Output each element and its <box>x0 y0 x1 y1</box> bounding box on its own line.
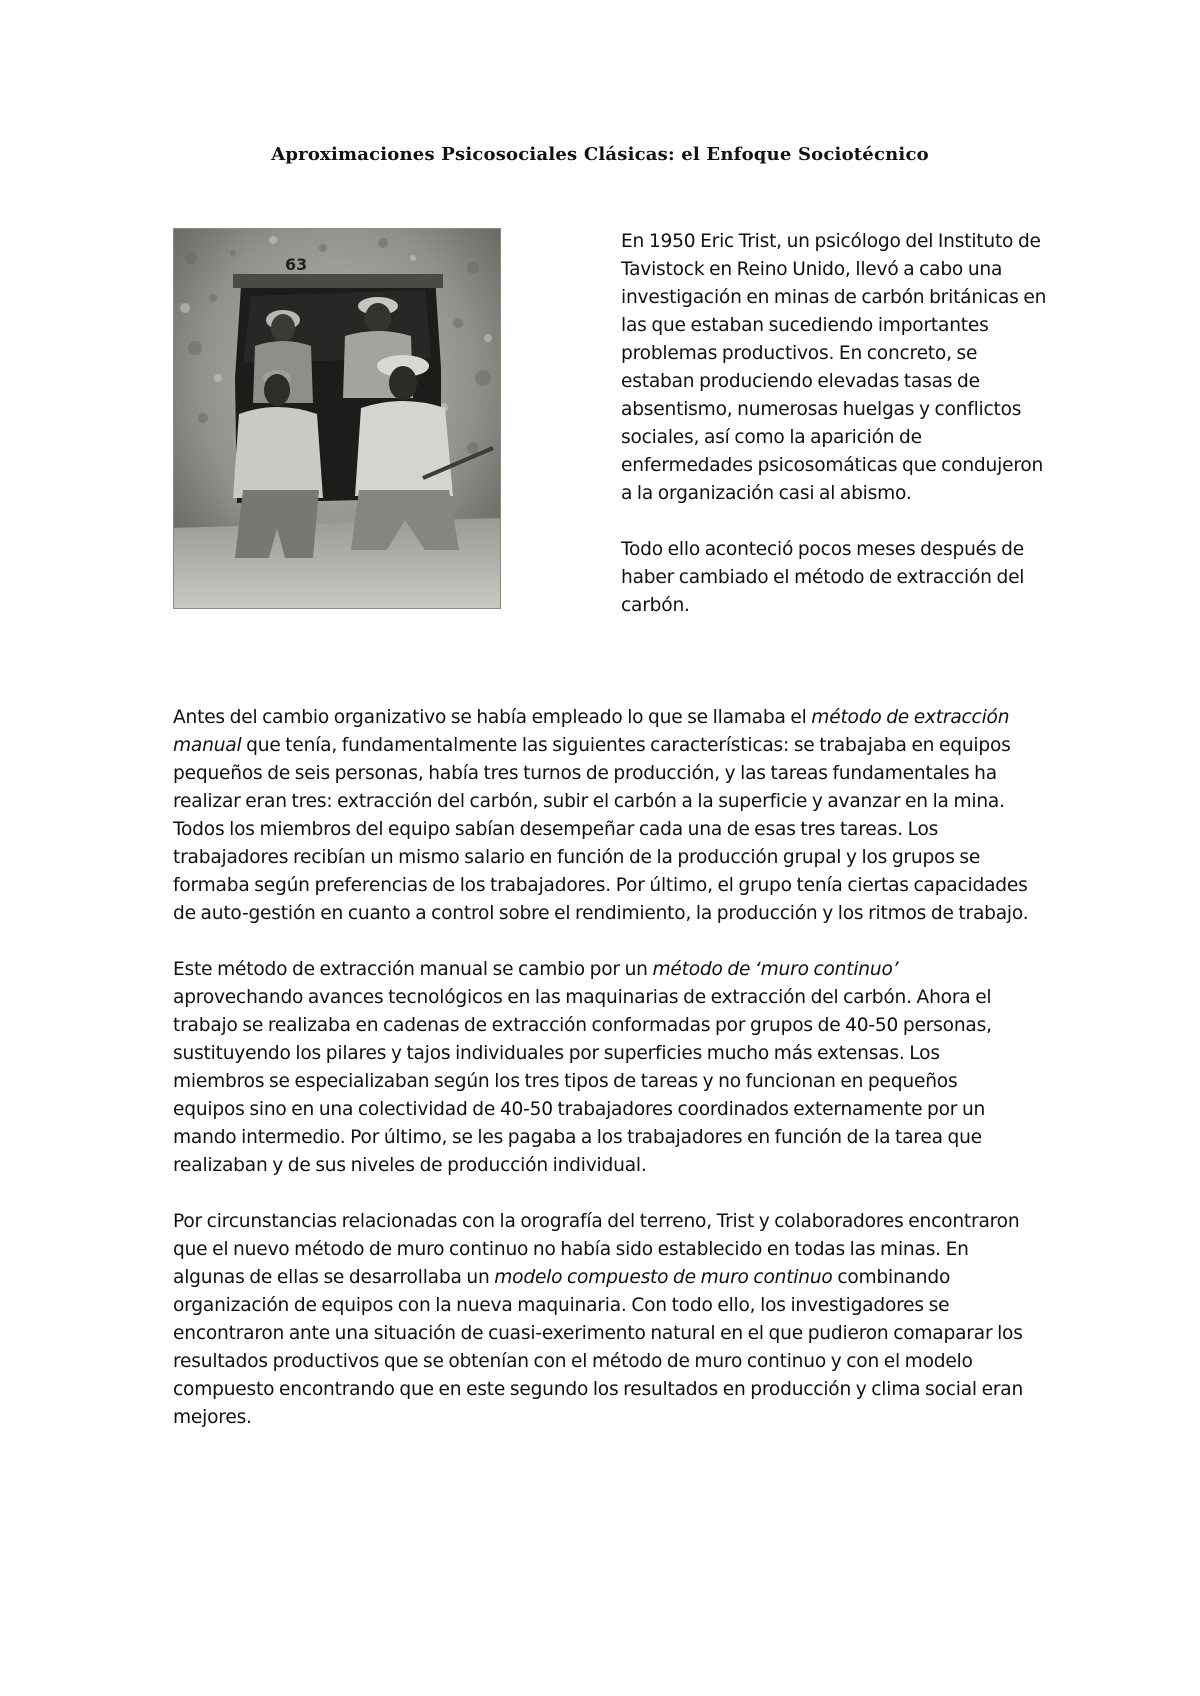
text-run: Este método de extracción manual se cambio por un <box>173 959 653 980</box>
intro-column <box>621 228 1051 620</box>
text-run: Por circunstancias relacionadas con la orografía del terreno, Trist y colaboradores encontraron que el nuevo método de muro continuo no había sido establecido en todas las minas. En algunas de ellas se desarrollaba un <box>173 1211 1020 1288</box>
body-text <box>173 704 1033 1432</box>
photo-mark: 63 <box>285 255 308 274</box>
body-paragraph-2 <box>173 956 1033 1180</box>
text-run: Antes del cambio organizativo se había empleado lo que se llamaba el <box>173 707 812 728</box>
text-run: aprovechando avances tecnológicos en las maquinarias de extracción del carbón. Ahora el trabajo se realizaba en cadenas de extracción conformadas por grupos de 40-50 personas, sustituyendo los pilares y tajos individuales por superficies mucho más extensas. Los miembros se especializaban según los tres tipos de tareas y no funcionan en pequeños equipos sino en una colectividad de 40-50 trabajadores coordinados externamente por un mando intermedio. Por último, se les pagaba a los trabajadores en función de la tarea que realizaban y de sus niveles de producción individual. <box>173 987 992 1176</box>
text-run: combinando organización de equipos con la nueva maquinaria. Con todo ello, los investigadores se encontraron ante una situación de cuasi-exerimento natural en el que pudieron comaparar los resultados productivos que se obtenían con el método de muro continuo y con el modelo compuesto encontrando que en este segundo los resultados en producción y clima social eran mejores. <box>173 1267 1024 1428</box>
body-paragraph-1 <box>173 704 1033 928</box>
emphasis-term: modelo compuesto de muro continuo <box>494 1267 833 1288</box>
miners-photo <box>173 228 501 609</box>
body-paragraph-3 <box>173 1208 1033 1432</box>
intro-paragraph-2: Todo ello aconteció pocos meses después de haber cambiado el método de extracción del carbón. <box>621 539 1025 616</box>
emphasis-term: método de ‘muro continuo’ <box>652 959 899 980</box>
emphasis-term: método de extracción manual <box>173 707 1010 756</box>
text-run: que tenía, fundamentalmente las siguientes características: se trabajaba en equipos pequeños de seis personas, había tres turnos de producción, y las tareas fundamentales ha realizar eran tres: extracción del carbón, subir el carbón a la superficie y avanzar en la mina. Todos los miembros del equipo sabían desempeñar cada una de esas tres tareas. Los trabajadores recibían un mismo salario en función de la producción grupal y los grupos se formaba según preferencias de los trabajadores. Por último, el grupo tenía ciertas capacidades de auto-gestión en cuanto a control sobre el rendimiento, la producción y los ritmos de trabajo. <box>173 735 1029 924</box>
intro-paragraph-1: En 1950 Eric Trist, un psicólogo del Instituto de Tavistock en Reino Unido, llevó a cabo una investigación en minas de carbón británicas en las que estaban sucediendo importantes problemas productivos. En concreto, se estaban produciendo elevadas tasas de absentismo, numerosas huelgas y conflictos sociales, así como la aparición de enfermedades psicosomáticas que condujeron a la organización casi al abismo. <box>621 231 1047 504</box>
page-title: Aproximaciones Psicosociales Clásicas: el Enfoque Sociotécnico <box>271 144 929 165</box>
